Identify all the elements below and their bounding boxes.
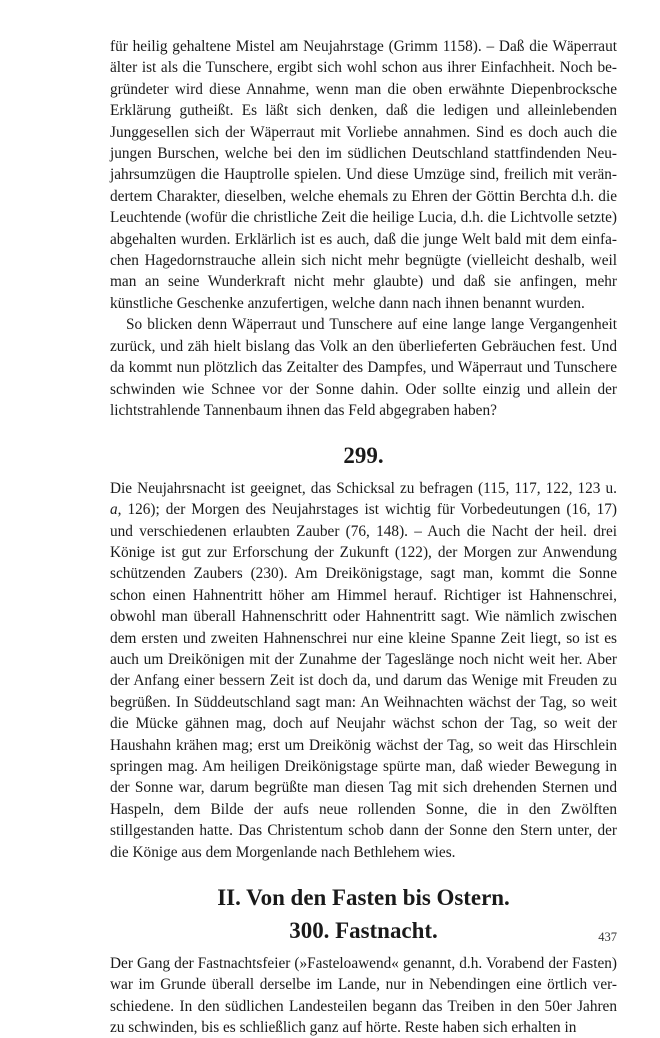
italic-letter-a: a,	[110, 501, 122, 519]
section-heading-300-fastnacht: 300. Fastnacht.	[289, 918, 438, 944]
page-number: 437	[598, 930, 617, 944]
paragraph-neujahrsnacht	[110, 478, 617, 863]
paragraph-neujahrsnacht-start: Die Neujahrsnacht ist geeignet, das Schicksal zu befragen (115, 117, 122, 123 u.	[110, 479, 617, 497]
paragraph-fastnachtsfeier: Der Gang der Fastnachtsfeier (»Fasteloawend« genannt, d.h. Vorabend der Fasten) war im Grunde überall derselbe im Lande, nur in Nebendingen eine örtlich ver-schiedene. In den südlichen Landesteilen begann das Treiben in den 50er Jahren zu schwinden, bis es schließlich ganz auf hörte. Reste haben sich erhalten in	[110, 954, 617, 1037]
paragraph-neujahrsnacht-rest: 126); der Morgen des Neujahrstages ist wichtig für Vorbedeutungen (16, 17) und verschiedenen erlaubten Zauber (76, 148). – Auch die Nacht der heil. drei Könige ist gut zur Erforschung der Zukunft (122), der Morgen zur Anwendung schützenden Zaubers (230). Am Dreikönigstage, sagt man, kommt die Sonne schon einen Hahnentritt höher am Himmel herauf. Richtiger ist Hahnenschrei, obwohl man überall Hahnenschritt oder Hahnentritt sagt. Wie nämlich zwischen dem ersten und zweiten Hahnenschrei nur eine kleine Spanne Zeit liegt, so ist es auch um Dreikönigen mit der Zunahme der Tageslänge noch nicht weit her. Aber der Anfang einer bessern Zeit ist doch da, und darum das Wenige mit Freuden zu begrüßen. In Süddeutschland sagt man: An Weihnachten wächst der Tag, so weit die Mücke gähnen mag, doch auf Neujahr wächst schon der Tag, so weit der Haushahn krähen mag; erst um Dreikönig wächst der Tag, so weit das Hirschlein springen mag. Am heiligen Dreikönigstage spürte man, daß wieder Bewegung in der Sonne war, darum begrüßte man diesen Tag mit sich drehenden Sternen und Haspeln, dem Bilde der aufs neue rollenden Sonne, die in den Zwölften stillgestanden hatte. Das Christentum schob dann der Sonne den Stern unter, der die Könige aus dem Morgenlande nach Bethlehem wies.	[110, 501, 617, 861]
paragraph-waeperraut-tunschere: So blicken denn Wäperraut und Tunschere auf eine lange lange Vergangenheit zurück, und zäh hielt bislang das Volk an den überlieferten Gebräuchen fest. Und da kommt nun plötzlich das Zeitalter des Dampfes, und Wäperraut und Tunschere schwinden wie Schnee vor der Sonne dahin. Oder sollte einzig und allein der lichtstrahlende Tannenbaum ihnen das Feld abgegraben haben?	[110, 316, 617, 419]
section-heading-299: 299.	[343, 443, 384, 469]
page-body	[110, 36, 617, 1038]
chapter-heading-fasten-ostern: II. Von den Fasten bis Ostern.	[217, 885, 510, 911]
paragraph-mistel: für heilig gehaltene Mistel am Neujahrstage (Grimm 1158). – Daß die Wäperraut älter ist als die Tunschere, ergibt sich wohl schon aus ihrer Einfachheit. Noch be-gründeter wird diese Annahme, wenn man die oben erwähnte Diepenbrocksche Erklärung gutheißt. Es läßt sich denken, daß die ledigen und alleinlebenden Junggesellen sich der Wäperraut mit Vorliebe annahmen. Sind es doch auch die jungen Burschen, welche bei den im südlichen Deutschland stattfindenden Neu-jahrsumzügen die Hauptrolle spielen. Und diese Umzüge sind, freilich mit verän-dertem Charakter, dieselben, welche ehemals zu Ehren der Göttin Berchta d.h. die Leuchtende (wofür die christliche Zeit die heilige Lucia, d.h. die Lichtvolle setzte) abgehalten wurden. Erklärlich ist es auch, daß die junge Welt bald mit dem einfa-chen Hagedornstrauche allein sich nicht mehr begnügte (vielleicht deshalb, weil man an seine Wunderkraft nicht mehr glaubte) und daß sie anfingen, mehr künstliche Geschenke anzufertigen, welche dann nach ihnen benannt wurden.	[110, 38, 617, 312]
